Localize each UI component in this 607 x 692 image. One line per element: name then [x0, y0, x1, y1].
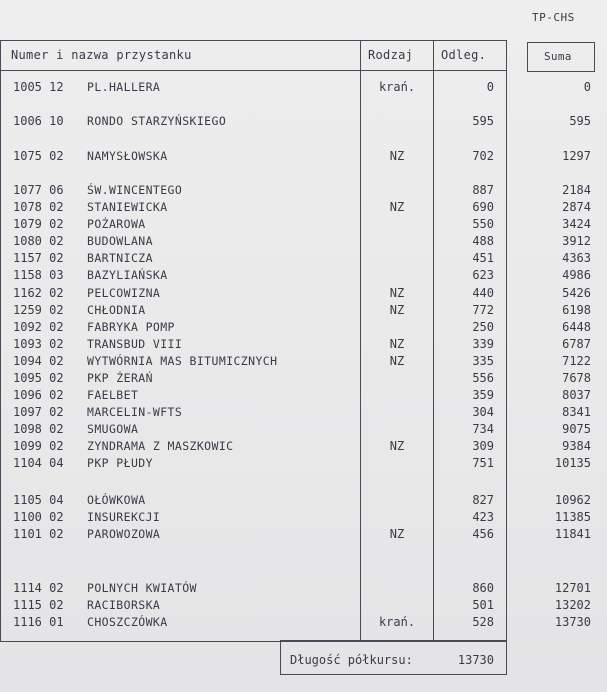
stop-name: POLNYCH KWIATÓW: [87, 581, 197, 595]
cumulative-sum: 6787: [562, 337, 591, 351]
stop-type: NZ: [389, 286, 405, 300]
stop-number: 1116 01: [13, 615, 64, 629]
stop-number: 1095 02: [13, 371, 64, 385]
cumulative-sum: 3424: [562, 217, 591, 231]
table-row: [0, 455, 607, 472]
cumulative-sum: 7122: [562, 354, 591, 368]
cumulative-sum: 4363: [562, 251, 591, 265]
cumulative-sum: 595: [569, 114, 591, 128]
cumulative-sum: 11385: [554, 510, 591, 524]
stop-name: RONDO STARZYŃSKIEGO: [87, 114, 227, 128]
table-row: [0, 509, 607, 526]
stop-name: CHOSZCZÓWKA: [87, 615, 168, 629]
stop-type: NZ: [389, 149, 405, 163]
stop-distance: 501: [472, 598, 494, 612]
stop-distance: 250: [472, 320, 494, 334]
stop-name: ŚW.WINCENTEGO: [87, 183, 183, 197]
stop-number: 1099 02: [13, 439, 64, 453]
stop-name: PKP ŻERAŃ: [87, 371, 153, 385]
stop-number: 1080 02: [13, 234, 64, 248]
stop-name: OŁÓWKOWA: [87, 493, 146, 507]
stop-name: NAMYSŁOWSKA: [87, 149, 168, 163]
stop-type: NZ: [389, 303, 405, 317]
stop-type: NZ: [389, 337, 405, 351]
stop-distance: 623: [472, 268, 494, 282]
stop-name: RACIBORSKA: [87, 598, 161, 612]
stop-distance: 827: [472, 493, 494, 507]
table-row: [0, 614, 607, 631]
stop-name: PL.HALLERA: [87, 80, 161, 94]
stop-number: 1115 02: [13, 598, 64, 612]
cumulative-sum: 13202: [554, 598, 591, 612]
stop-name: BAZYLIAŃSKA: [87, 268, 168, 282]
stop-distance: 595: [472, 114, 494, 128]
stop-distance: 734: [472, 422, 494, 436]
stop-number: 1100 02: [13, 510, 64, 524]
stop-distance: 528: [472, 615, 494, 629]
stop-number: 1093 02: [13, 337, 64, 351]
table-row: [0, 387, 607, 404]
table-row: [0, 216, 607, 233]
stop-distance: 702: [472, 149, 494, 163]
stop-distance: 339: [472, 337, 494, 351]
stop-distance: 690: [472, 200, 494, 214]
stop-number: 1101 02: [13, 527, 64, 541]
stop-number: 1158 03: [13, 268, 64, 282]
stop-type: NZ: [389, 200, 405, 214]
stop-distance: 359: [472, 388, 494, 402]
cumulative-sum: 13730: [554, 615, 591, 629]
cumulative-sum: 12701: [554, 581, 591, 595]
table-row: [0, 438, 607, 455]
stop-name: FAELBET: [87, 388, 139, 402]
header-name: Numer i nazwa przystanku: [11, 48, 192, 62]
route-code: TP-CHS: [532, 11, 575, 24]
table-row: [0, 285, 607, 302]
header-distance: Odleg.: [441, 48, 487, 62]
table-row: [0, 370, 607, 387]
stop-distance: 423: [472, 510, 494, 524]
table-row: [0, 580, 607, 597]
table-row: [0, 526, 607, 543]
cumulative-sum: 5426: [562, 286, 591, 300]
stop-number: 1096 02: [13, 388, 64, 402]
stop-number: 1097 02: [13, 405, 64, 419]
stop-distance: 451: [472, 251, 494, 265]
table-row: [0, 319, 607, 336]
stop-distance: 440: [472, 286, 494, 300]
stop-name: WYTWÓRNIA MAS BITUMICZNYCH: [87, 354, 278, 368]
table-row: [0, 353, 607, 370]
stop-number: 1075 02: [13, 149, 64, 163]
table-row: [0, 148, 607, 165]
stop-type: NZ: [389, 354, 405, 368]
cumulative-sum: 1297: [562, 149, 591, 163]
table-row: [0, 421, 607, 438]
stop-type: NZ: [389, 439, 405, 453]
stop-name: CHŁODNIA: [87, 303, 146, 317]
stop-distance: 550: [472, 217, 494, 231]
cumulative-sum: 8037: [562, 388, 591, 402]
stop-distance: 887: [472, 183, 494, 197]
cumulative-sum: 10135: [554, 456, 591, 470]
table-row: [0, 182, 607, 199]
stop-distance: 488: [472, 234, 494, 248]
cumulative-sum: 3912: [562, 234, 591, 248]
stop-name: FABRYKA POMP: [87, 320, 175, 334]
stop-type: krań.: [378, 80, 416, 94]
table-row: [0, 113, 607, 130]
stop-distance: 556: [472, 371, 494, 385]
table-row: [0, 302, 607, 319]
total-label: Długość półkursu:: [290, 653, 413, 667]
cumulative-sum: 10962: [554, 493, 591, 507]
cumulative-sum: 9384: [562, 439, 591, 453]
stop-number: 1077 06: [13, 183, 64, 197]
stop-number: 1114 02: [13, 581, 64, 595]
stop-name: SMUGOWA: [87, 422, 139, 436]
stop-number: 1105 04: [13, 493, 64, 507]
table-row: [0, 492, 607, 509]
stop-number: 1094 02: [13, 354, 64, 368]
stop-distance: 0: [486, 80, 494, 94]
stop-number: 1006 10: [13, 114, 64, 128]
stop-number: 1092 02: [13, 320, 64, 334]
stop-type: NZ: [389, 527, 405, 541]
stop-distance: 335: [472, 354, 494, 368]
stop-number: 1162 02: [13, 286, 64, 300]
stop-type: krań.: [378, 615, 416, 629]
stop-number: 1104 04: [13, 456, 64, 470]
table-row: [0, 267, 607, 284]
cumulative-sum: 2874: [562, 200, 591, 214]
stop-distance: 751: [472, 456, 494, 470]
stop-distance: 304: [472, 405, 494, 419]
cumulative-sum: 8341: [562, 405, 591, 419]
stop-name: BUDOWLANA: [87, 234, 153, 248]
cumulative-sum: 7678: [562, 371, 591, 385]
stop-number: 1157 02: [13, 251, 64, 265]
table-row: [0, 336, 607, 353]
stop-name: POŻAROWA: [87, 217, 146, 231]
table-row: [0, 233, 607, 250]
table-row: [0, 597, 607, 614]
stop-distance: 860: [472, 581, 494, 595]
stop-distance: 456: [472, 527, 494, 541]
stop-name: BARTNICZA: [87, 251, 153, 265]
stop-distance: 772: [472, 303, 494, 317]
cumulative-sum: 11841: [554, 527, 591, 541]
header-divider: [0, 70, 507, 71]
table-row: [0, 250, 607, 267]
stop-number: 1079 02: [13, 217, 64, 231]
stop-name: PELCOWIZNA: [87, 286, 161, 300]
cumulative-sum: 0: [583, 80, 591, 94]
stop-name: INSUREKCJI: [87, 510, 161, 524]
table-row: [0, 199, 607, 216]
stop-number: 1098 02: [13, 422, 64, 436]
stop-number: 1005 12: [13, 80, 64, 94]
stop-number: 1259 02: [13, 303, 64, 317]
stop-name: ZYNDRAMA Z MASZKOWIC: [87, 439, 234, 453]
cumulative-sum: 2184: [562, 183, 591, 197]
stop-name: PKP PŁUDY: [87, 456, 153, 470]
cumulative-sum: 9075: [562, 422, 591, 436]
table-row: [0, 404, 607, 421]
stop-name: STANIEWICKA: [87, 200, 168, 214]
stop-number: 1078 02: [13, 200, 64, 214]
stop-name: MARCELIN-WFTS: [87, 405, 183, 419]
cumulative-sum: 6448: [562, 320, 591, 334]
total-value: 13730: [457, 653, 494, 667]
stop-distance: 309: [472, 439, 494, 453]
cumulative-sum: 6198: [562, 303, 591, 317]
stop-name: TRANSBUD VIII: [87, 337, 183, 351]
cumulative-sum: 4986: [562, 268, 591, 282]
table-row: [0, 79, 607, 96]
header-sum: Suma: [544, 50, 572, 63]
stop-name: PAROWOZOWA: [87, 527, 161, 541]
header-type: Rodzaj: [368, 48, 414, 62]
